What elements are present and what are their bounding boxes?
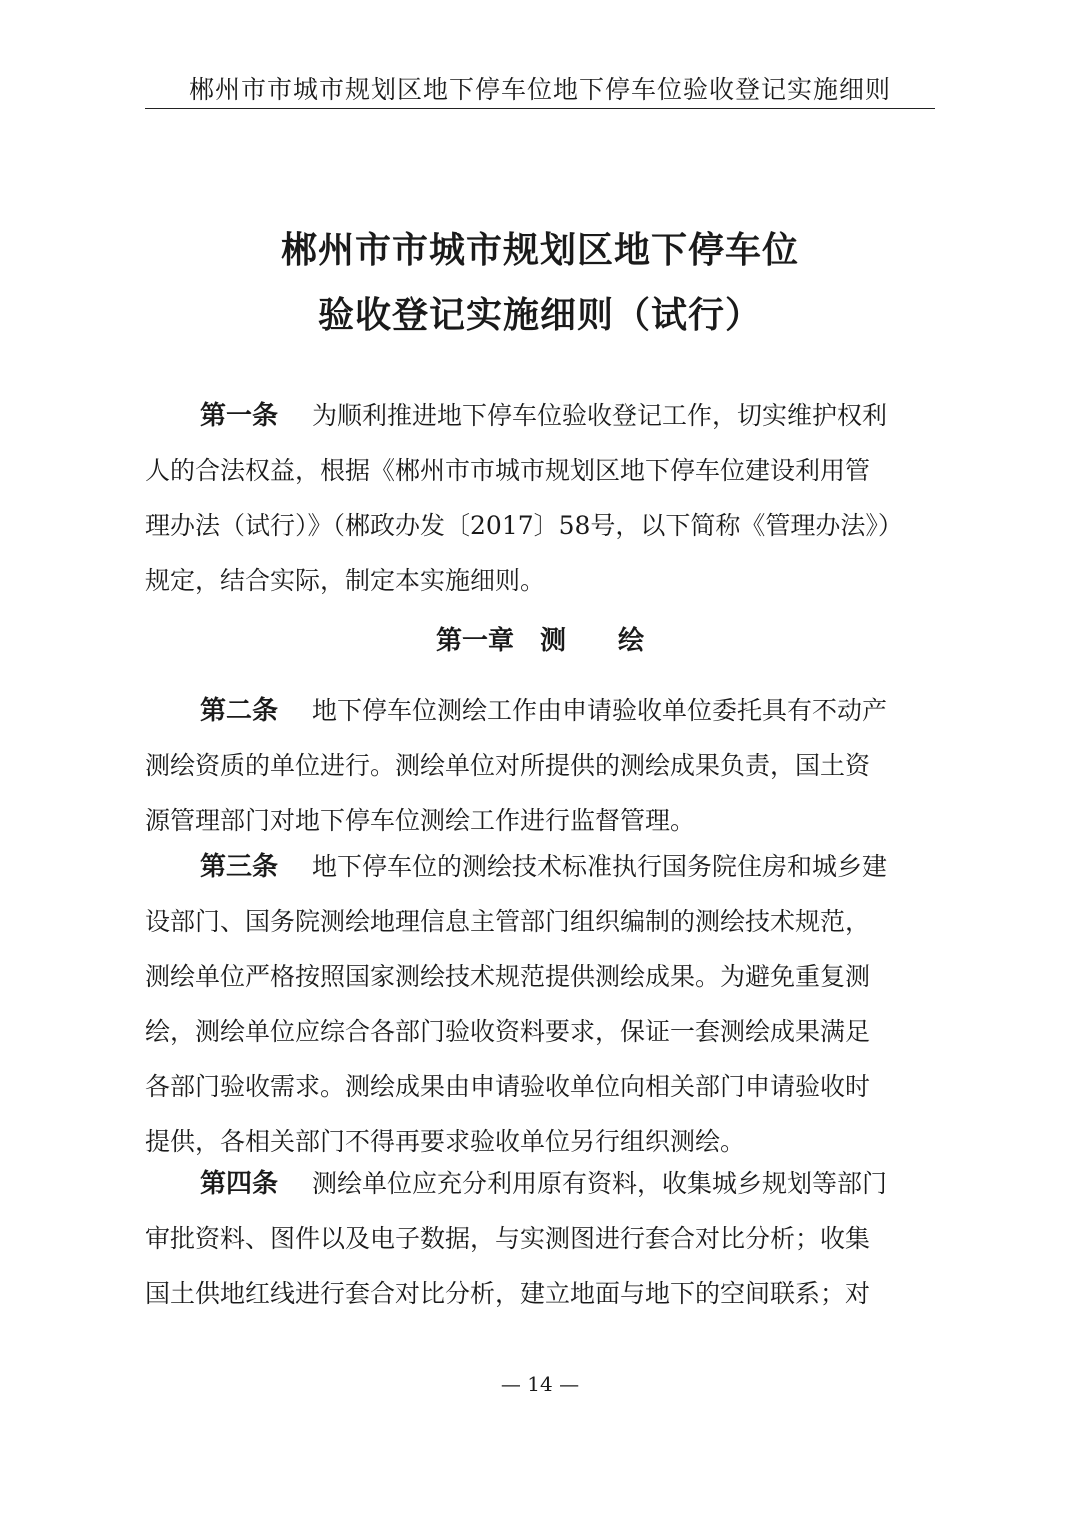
article-label: 第一条 [200,401,279,431]
article-line: 源管理部门对地下停车位测绘工作进行监督管理。 [145,806,696,835]
article-text: 测绘单位应充分利用原有资料，收集城乡规划等部门 [312,1169,888,1198]
article-line: 规定，结合实际，制定本实施细则。 [145,566,546,595]
article-line: 审批资料、图件以及电子数据，与实测图进行套合对比分析；收集 [145,1224,871,1253]
article-line: 测绘单位严格按照国家测绘技术规范提供测绘成果。为避免重复测 [145,962,871,991]
article-line: 提供，各相关部门不得再要求验收单位另行组织测绘。 [145,1127,746,1156]
document-title-line-1: 郴州市市城市规划区地下停车位 [280,230,799,271]
article-label: 第三条 [200,852,279,882]
article-line [200,396,887,436]
article-text: 地下停车位的测绘技术标准执行国务院住房和城乡建 [312,852,888,881]
running-header: 郴州市市城市规划区地下停车位地下停车位验收登记实施细则 [188,75,891,104]
article-line: 各部门验收需求。测绘成果由申请验收单位向相关部门申请验收时 [145,1072,871,1101]
article-text: 为顺利推进地下停车位验收登记工作，切实维护权利 [312,401,888,430]
article-text: 地下停车位测绘工作由申请验收单位委托具有不动产 [312,696,888,725]
chapter-heading: 第一章 测 绘 [435,626,644,656]
article-line [200,691,887,731]
article-line: 国土供地红线进行套合对比分析，建立地面与地下的空间联系；对 [145,1279,871,1308]
article-label: 第四条 [200,1169,279,1199]
page-number: — 14 — [500,1372,580,1396]
article-line: 人的合法权益，根据《郴州市市城市规划区地下停车位建设利用管 [145,456,871,485]
document-title-line-2: 验收登记实施细则（试行） [317,295,762,336]
header-rule [145,108,935,109]
article-label: 第二条 [200,696,279,726]
article-line [200,1164,887,1204]
article-line [200,847,887,887]
article-line: 理办法（试行）》（郴政办发〔2017〕58号，以下简称《管理办法》） [145,511,903,540]
article-line: 绘，测绘单位应综合各部门验收资料要求，保证一套测绘成果满足 [145,1017,871,1046]
article-line: 测绘资质的单位进行。测绘单位对所提供的测绘成果负责，国土资 [145,751,871,780]
article-line: 设部门、国务院测绘地理信息主管部门组织编制的测绘技术规范， [145,907,871,936]
